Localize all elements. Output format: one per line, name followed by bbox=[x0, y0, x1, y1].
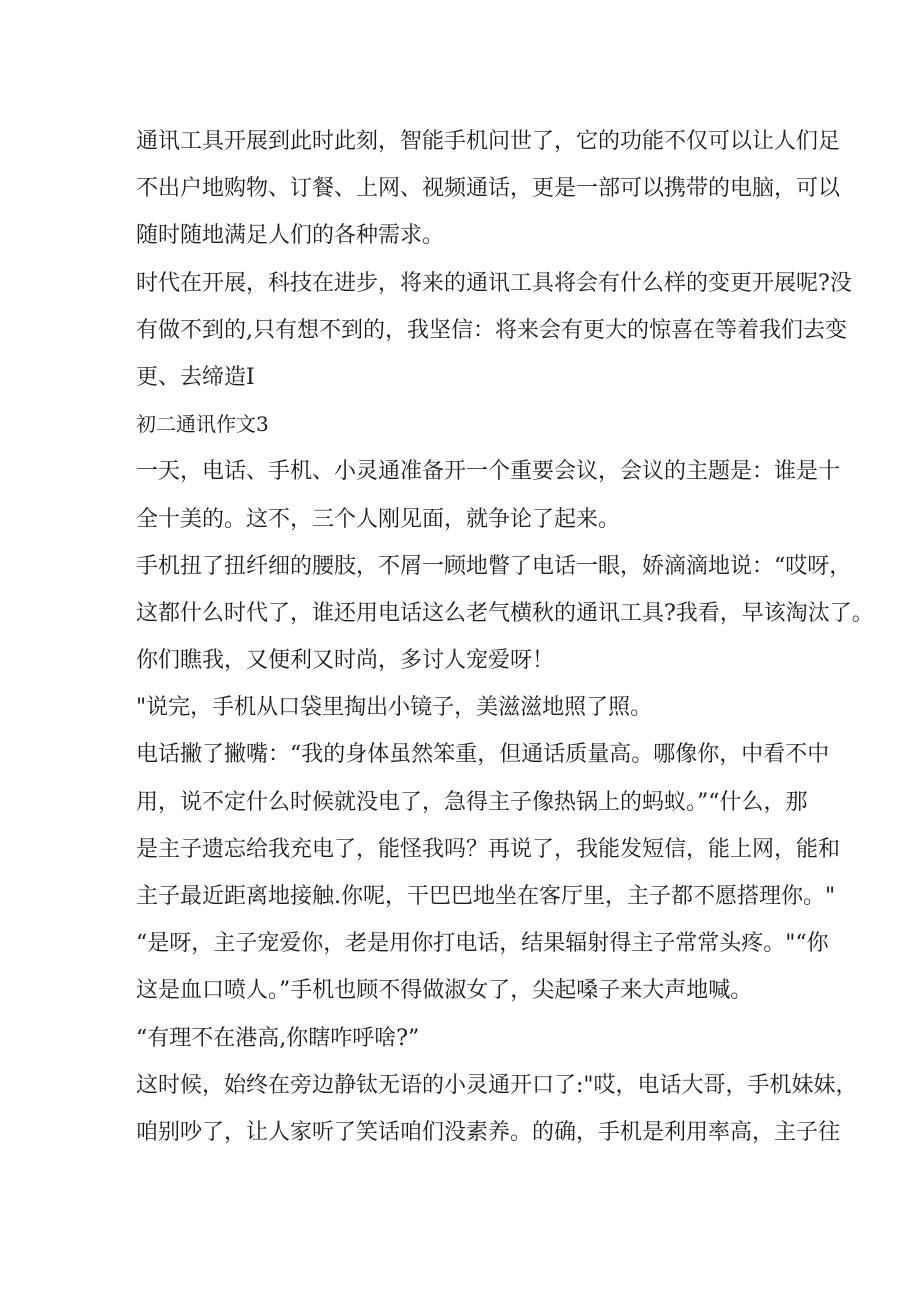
paragraph-line: 手机扭了扭纤细的腰肢，不屑一顾地瞥了电话一眼，娇滴滴地说：“哎呀， bbox=[136, 553, 852, 579]
paragraph-line: 随时随地满足人们的各种需求。 bbox=[136, 223, 445, 249]
paragraph-line: 有做不到的,只有想不到的，我坚信：将来会有更大的惊喜在等着我们去变 bbox=[136, 317, 847, 343]
paragraph-line: 这是血口喷人。”手机也顾不得做淑女了，尖起嗓子来大声地喊。 bbox=[136, 978, 753, 1004]
paragraph-line: 用，说不定什么时候就没电了，急得主子像热锅上的蚂蚁。”“什么，那 bbox=[136, 789, 808, 815]
paragraph-line: 咱别吵了，让人家听了笑话咱们没素养。的确，手机是利用率高，主子往 bbox=[136, 1119, 841, 1145]
paragraph-line: 全十美的。这不，三个人刚见面，就争论了起来。 bbox=[136, 506, 621, 532]
paragraph-line: 这时候，始终在旁边静钛无语的小灵通开口了:"哎，电话大哥，手机妹妹， bbox=[136, 1072, 858, 1098]
paragraph-line: 通讯工具开展到此时此刻，智能手机问世了，它的功能不仅可以让人们足 bbox=[136, 129, 841, 154]
paragraph-line: 时代在开展，科技在进步，将来的通讯工具将会有什么样的变更开展呢?没 bbox=[136, 270, 852, 296]
section-heading: 初二通讯作文3 bbox=[136, 412, 269, 437]
paragraph-line: “是呀，主子宠爱你，老是用你打电话，结果辐射得主子常常头疼。"“你 bbox=[136, 931, 829, 957]
paragraph-line: "说完，手机从口袋里掏出小镜子，美滋滋地照了照。 bbox=[136, 695, 653, 721]
paragraph-line: 不出户地购物、订餐、上网、视频通话，更是一部可以携带的电脑，可以 bbox=[136, 176, 841, 202]
paragraph-line: 更、去缔造I bbox=[136, 364, 255, 390]
paragraph-line: 电话撇了撇嘴：“我的身体虽然笨重，但通话质量高。哪像你，中看不中 bbox=[136, 742, 830, 768]
paragraph-line: “有理不在港高,你瞎咋呼啥?” bbox=[136, 1025, 420, 1051]
paragraph-line: 主子最近距离地接触.你呢，干巴巴地坐在客厅里，主子都不愿搭理你。" bbox=[136, 884, 836, 909]
paragraph-line: 是主子遗忘给我充电了，能怪我吗？再说了，我能发短信，能上网，能和 bbox=[136, 836, 841, 862]
paragraph-line: 这都什么时代了，谁还用电话这么老气横秋的通讯工具?我看，早该淘汰了。 bbox=[136, 600, 874, 626]
paragraph-line: 一天，电话、手机、小灵通准备开一个重要会议，会议的主题是：谁是十 bbox=[136, 459, 841, 485]
paragraph-line: 你们瞧我，又便利又时尚，多讨人宠爱呀！ bbox=[136, 648, 555, 674]
